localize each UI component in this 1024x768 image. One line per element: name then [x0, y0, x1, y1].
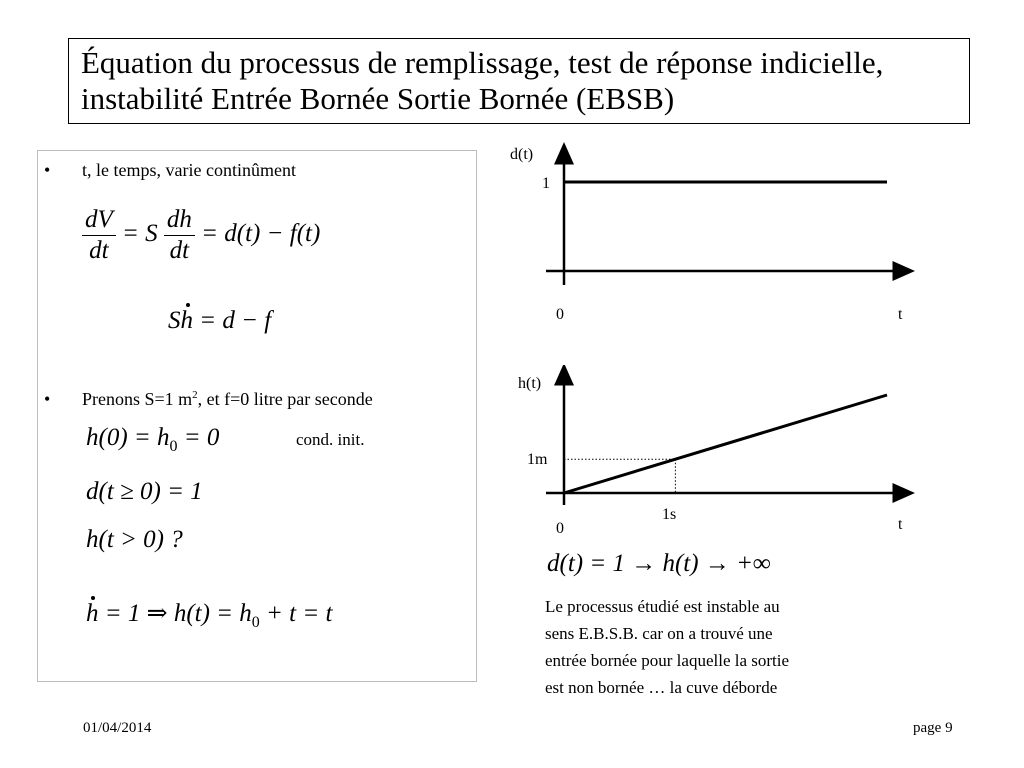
equation-result	[86, 598, 332, 632]
note-line: est non bornée … la cuve déborde	[545, 678, 778, 697]
init-lhs: h(0) = h	[86, 424, 170, 451]
result-sub: 0	[251, 614, 260, 631]
frac-den: dt	[164, 235, 195, 266]
frac-den: dt	[82, 235, 116, 266]
note-line: entrée bornée pour laquelle la sortie	[545, 651, 790, 670]
bullet-dot: •	[44, 160, 51, 180]
equation-step: d(t ≥ 0) = 1	[86, 478, 203, 505]
result-part1: = 1 ⇒ h(t) = h	[104, 600, 252, 627]
x-origin-label: 0	[556, 306, 564, 323]
equation-sdot	[168, 307, 271, 335]
note-line: sens E.B.S.B. car on a trouvé une	[545, 624, 773, 643]
y-tick-label: 1m	[527, 451, 548, 468]
init-sub: 0	[169, 438, 178, 455]
bullet2-text: Prenons S=1 m	[82, 389, 193, 409]
note-line: Le processus étudié est instable au	[545, 597, 780, 616]
bullet-time-text: t, le temps, varie continûment	[82, 160, 296, 180]
frac-num: dh	[166, 206, 192, 233]
hdot: h	[86, 600, 99, 627]
eq-mid: = S	[122, 220, 158, 248]
bullet2-rest: , et f=0 litre par seconde	[197, 389, 373, 409]
equation-question: h(t > 0) ?	[86, 526, 183, 553]
y-tick-label: 1	[542, 175, 550, 192]
title-box	[68, 38, 970, 124]
x-origin-label: 0	[556, 520, 564, 537]
bullet-dot: •	[44, 389, 51, 409]
x-tick-label: 1s	[662, 506, 677, 523]
chart-input-step	[500, 140, 920, 330]
frac-num: dV	[85, 206, 113, 233]
equation-init	[86, 424, 219, 456]
fraction-dv-dt	[82, 205, 116, 266]
fraction-dh-dt	[164, 205, 195, 266]
bullet-time	[44, 160, 296, 181]
footer-date: 01/04/2014	[83, 720, 152, 736]
bullet2-sup: 2	[192, 389, 198, 401]
conclusion-equation: d(t) = 1 → h(t) → +∞	[547, 550, 771, 577]
init-rhs: = 0	[183, 424, 220, 451]
y-axis-label: h(t)	[518, 375, 542, 392]
chart-output-ramp	[500, 365, 920, 545]
y-axis-label: d(t)	[510, 146, 534, 163]
x-axis-label: t	[898, 306, 903, 323]
x-axis-label: t	[898, 516, 903, 533]
eq2-s: S	[168, 307, 181, 334]
bullet-hypothesis	[44, 389, 373, 410]
eq2-rhs: = d − f	[199, 307, 272, 334]
conclusion-note	[545, 593, 789, 701]
equation-volume	[82, 205, 320, 266]
init-label: cond. init.	[296, 430, 365, 449]
eq-rhs: = d(t) − f(t)	[201, 220, 321, 248]
h-dot: h	[180, 307, 193, 334]
footer-page: page 9	[913, 720, 953, 736]
title-line-2: instabilité Entrée Bornée Sortie Bornée (EBSB)	[81, 81, 675, 116]
series-line-h	[564, 395, 887, 493]
title-line-1: Équation du processus de remplissage, test de réponse indicielle,	[81, 45, 884, 80]
result-part2: + t = t	[266, 600, 333, 627]
